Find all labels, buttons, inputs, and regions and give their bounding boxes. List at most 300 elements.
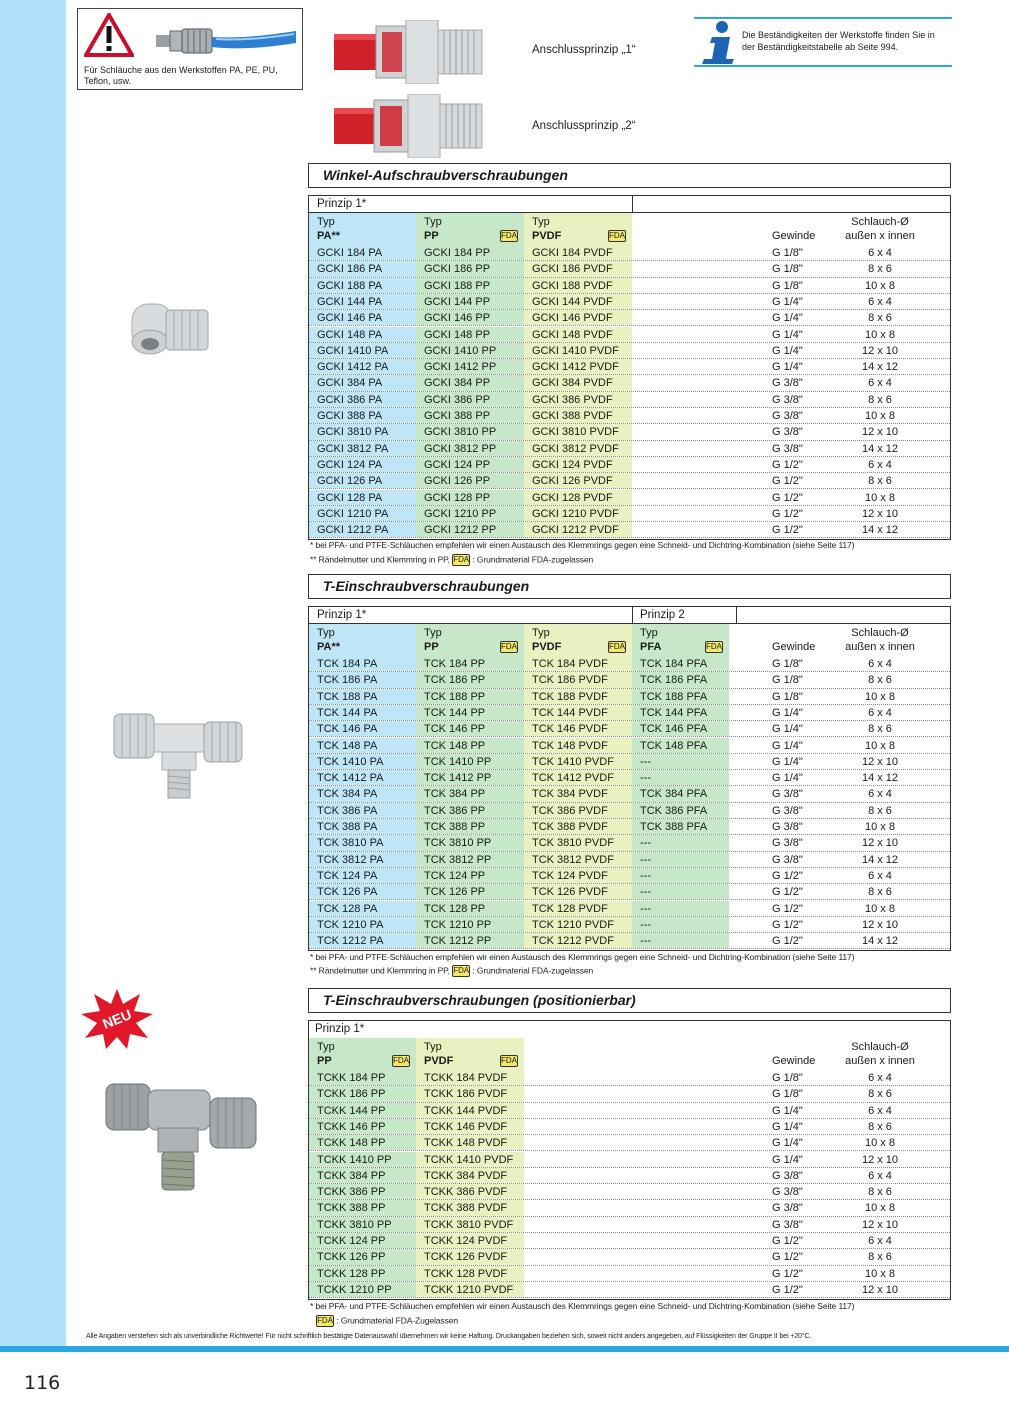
table-cell: GCKI 384 PA: [309, 375, 416, 390]
col-size-header: Schlauch-Ø außen x innen: [845, 216, 915, 242]
table-cell: 6 x 4: [868, 1235, 892, 1247]
footnote-2: ** Rändelmutter und Klemmring in PP, FDA : Grundmaterial FDA-zugelassen: [310, 965, 594, 976]
info-box: [694, 17, 952, 67]
table-cell: TCKK 384 PP: [309, 1168, 416, 1183]
col-size-header: Schlauch-Ø außen x innen: [845, 627, 915, 653]
table-cell: G 1/4": [772, 739, 803, 752]
table-cell: G 1/4": [772, 328, 803, 341]
info-icon: [698, 19, 738, 65]
table-cell: TCK 186 PVDF: [524, 672, 632, 687]
side-color-band: [0, 0, 66, 1348]
table-row: [309, 473, 950, 489]
table-row: [309, 1233, 950, 1249]
divider: [736, 607, 737, 624]
table-cell: GCKI 146 PA: [309, 310, 416, 325]
table-cell: GCKI 388 PP: [416, 408, 524, 423]
col-thread-header: Gewinde: [772, 1055, 816, 1067]
table-row: [309, 917, 950, 933]
table-cell: G 1/2": [772, 524, 803, 537]
table-row: [309, 738, 950, 754]
table-cell: GCKI 126 PVDF: [524, 473, 632, 488]
table-cell: 6 x 4: [868, 869, 892, 882]
table-cell: G 1/4": [772, 1120, 803, 1133]
col-pvdf-header: Typ PVDF FDA: [524, 624, 632, 656]
table-row: [309, 770, 950, 786]
table-row: [309, 1119, 950, 1135]
fda-icon: FDA: [317, 1316, 333, 1325]
table-cell: GCKI 184 PP: [416, 245, 524, 260]
table-cell: 8 x 6: [868, 312, 892, 325]
table-cell: 14 x 12: [861, 772, 899, 785]
table-cell: GCKI 126 PP: [416, 473, 524, 488]
table-cell: TCK 1412 PA: [309, 770, 416, 785]
table-cell: TCK 148 PFA: [632, 738, 729, 753]
table-cell: TCK 128 PA: [309, 901, 416, 916]
col-pvdf-header: Typ PVDF FDA: [416, 1038, 524, 1070]
section-title-positionierbar: T-Einschraubverschraubungen (positionierbar): [308, 988, 951, 1013]
table-cell: ---: [632, 917, 729, 932]
table-cell: ---: [632, 884, 729, 899]
table-cell: GCKI 3810 PVDF: [524, 424, 632, 439]
table-cell: 10 x 8: [865, 821, 895, 833]
col-pfa-header: Typ PFA FDA: [632, 624, 729, 656]
table-cell: TCKK 148 PVDF: [416, 1135, 524, 1150]
table-cell: G 1/2": [772, 918, 803, 931]
table-row: [309, 1200, 950, 1216]
table-cell: TCK 124 PVDF: [524, 868, 632, 883]
table-cell: G 1/8": [772, 1072, 803, 1084]
table-cell: TCKK 3810 PP: [309, 1217, 416, 1232]
info-text: Die Beständigkeiten der Werkstoffe finden Sie in der Beständigkeitstabelle ab Seite 994.: [742, 30, 935, 52]
table-cell: G 3/8": [772, 410, 803, 422]
table-cell: TCKK 146 PVDF: [416, 1119, 524, 1134]
table-cell: G 1/4": [772, 723, 803, 736]
table-cell: TCK 3812 PP: [416, 852, 524, 867]
table-cell: TCKK 126 PP: [309, 1249, 416, 1264]
table-cell: TCK 184 PP: [416, 656, 524, 671]
bottom-color-band: [0, 1346, 1009, 1352]
table-cell: TCKK 186 PP: [309, 1086, 416, 1101]
table-cell: GCKI 1210 PP: [416, 506, 524, 521]
table-cell: TCK 144 PFA: [632, 705, 729, 720]
table-cell: TCK 184 PVDF: [524, 656, 632, 671]
table-cell: G 3/8": [772, 393, 803, 406]
table-cell: 10 x 8: [865, 1267, 895, 1280]
table-cell: TCK 146 PA: [309, 721, 416, 736]
table-cell: 6 x 4: [868, 295, 892, 308]
fda-icon: FDA: [501, 231, 517, 240]
hose-fitting-icon: [156, 23, 298, 59]
table-cell: TCKK 386 PP: [309, 1184, 416, 1199]
table-cell: GCKI 1412 PP: [416, 359, 524, 374]
col-pp-header: Typ PP FDA: [309, 1038, 416, 1070]
table-row: [309, 424, 950, 440]
table-cell: GCKI 144 PP: [416, 294, 524, 309]
table-cell: G 1/2": [772, 886, 803, 899]
table-cell: TCK 126 PVDF: [524, 884, 632, 899]
table-cell: G 1/8": [772, 674, 803, 687]
table-cell: 6 x 4: [868, 658, 892, 670]
table-cell: GCKI 148 PA: [309, 327, 416, 342]
table-row: [309, 819, 950, 835]
table-cell: TCK 188 PVDF: [524, 689, 632, 704]
table-row: [309, 901, 950, 917]
table-cell: 6 x 4: [868, 1169, 892, 1182]
col-thread-header: Gewinde: [772, 641, 816, 653]
table-cell: TCK 188 PFA: [632, 689, 729, 704]
table-cell: TCKK 148 PP: [309, 1135, 416, 1150]
table-row: [309, 933, 950, 949]
table-cell: TCKK 386 PVDF: [416, 1184, 524, 1199]
table-cell: TCKK 388 PVDF: [416, 1200, 524, 1215]
table-cell: G 1/4": [772, 755, 803, 768]
table-cell: G 1/2": [772, 869, 803, 882]
table-row: [309, 294, 950, 310]
table-cell: TCKK 1210 PVDF: [416, 1282, 524, 1297]
table-cell: G 1/8": [772, 658, 803, 670]
table-cell: G 1/8": [772, 690, 803, 703]
table-cell: TCK 386 PVDF: [524, 803, 632, 818]
table-cell: TCK 126 PP: [416, 884, 524, 899]
table-cell: GCKI 124 PP: [416, 457, 524, 472]
table-cell: GCKI 1412 PVDF: [524, 359, 632, 374]
table-cell: GCKI 188 PVDF: [524, 278, 632, 293]
table-row: [309, 327, 950, 343]
table-cell: 6 x 4: [868, 458, 892, 471]
table-cell: TCKK 388 PP: [309, 1200, 416, 1215]
table-cell: TCK 1212 PVDF: [524, 933, 632, 948]
table-pos-principle-row: [309, 1021, 950, 1038]
col-pvdf-header: Typ PVDF FDA: [524, 213, 632, 245]
table-row: [309, 522, 950, 538]
table-cell: GCKI 1212 PVDF: [524, 522, 632, 537]
table-row: [309, 884, 950, 900]
table-cell: GCKI 186 PVDF: [524, 261, 632, 276]
new-badge-text: NEU: [100, 1006, 134, 1032]
col-pa-header: Typ PA**: [309, 624, 416, 656]
table-cell: TCK 128 PP: [416, 901, 524, 916]
table-t-header: [309, 624, 950, 656]
table-cell: GCKI 1410 PA: [309, 343, 416, 358]
fda-icon: FDA: [453, 966, 469, 975]
table-row: [309, 705, 950, 721]
table-row: [309, 261, 950, 277]
table-cell: TCK 1212 PA: [309, 933, 416, 948]
table-cell: GCKI 148 PP: [416, 327, 524, 342]
col-pa-header: Typ PA**: [309, 213, 416, 245]
table-cell: G 1/2": [772, 1283, 803, 1296]
table-cell: GCKI 3810 PA: [309, 424, 416, 439]
table-cell: TCK 1410 PP: [416, 754, 524, 769]
table-cell: GCKI 184 PA: [309, 245, 416, 260]
table-cell: G 1/8": [772, 1088, 803, 1101]
divider: [632, 196, 633, 213]
table-cell: TCK 184 PFA: [632, 656, 729, 671]
table-row: [309, 392, 950, 408]
divider: [632, 607, 633, 624]
table-cell: TCKK 384 PVDF: [416, 1168, 524, 1183]
table-cell: TCKK 124 PVDF: [416, 1233, 524, 1248]
table-winkel-header: [309, 213, 950, 245]
table-row: [309, 1135, 950, 1151]
principle-1-header: Prinzip 1*: [317, 198, 367, 210]
table-cell: GCKI 148 PVDF: [524, 327, 632, 342]
table-cell: ---: [632, 901, 729, 916]
table-cell: G 3/8": [772, 377, 803, 390]
principle-2-header: Prinzip 2: [640, 609, 685, 621]
table-cell: 14 x 12: [861, 524, 899, 537]
table-cell: G 1/2": [772, 491, 803, 504]
table-cell: 6 x 4: [868, 377, 892, 390]
table-row: [309, 721, 950, 737]
table-cell: GCKI 188 PA: [309, 278, 416, 293]
table-cell: 12 x 10: [861, 426, 899, 439]
table-cell: TCK 186 PP: [416, 672, 524, 687]
table-cell: GCKI 386 PA: [309, 392, 416, 407]
table-cell: G 1/4": [772, 312, 803, 325]
table-cell: ---: [632, 933, 729, 948]
table-cell: GCKI 388 PVDF: [524, 408, 632, 423]
table-row: [309, 786, 950, 802]
table-cell: 8 x 6: [868, 263, 892, 276]
table-row: [309, 359, 950, 375]
table-cell: ---: [632, 868, 729, 883]
table-cell: TCK 124 PA: [309, 868, 416, 883]
table-cell: TCK 1210 PP: [416, 917, 524, 932]
table-row: [309, 1282, 950, 1298]
table-cell: TCKK 184 PVDF: [416, 1070, 524, 1085]
table-cell: 12 x 10: [861, 837, 899, 850]
footnote-1: * bei PFA- und PTFE-Schläuchen empfehlen wir einen Austausch des Klemmrings gegen eine Schneid- und Dichtring-Kombination (siehe Seite 117): [310, 540, 855, 550]
table-row: [309, 868, 950, 884]
table-row: [309, 754, 950, 770]
table-cell: TCK 144 PP: [416, 705, 524, 720]
table-winkel-principle-row: [309, 196, 950, 213]
table-cell: 10 x 8: [865, 328, 895, 341]
table-cell: G 1/4": [772, 1137, 803, 1150]
table-cell: TCKK 3810 PVDF: [416, 1217, 524, 1232]
table-cell: GCKI 1410 PVDF: [524, 343, 632, 358]
table-cell: ---: [632, 754, 729, 769]
table-cell: GCKI 1410 PP: [416, 343, 524, 358]
table-cell: G 3/8": [772, 837, 803, 850]
table-cell: 12 x 10: [861, 507, 899, 520]
table-row: [309, 1152, 950, 1168]
table-cell: G 1/2": [772, 507, 803, 520]
warning-triangle-icon: [84, 13, 134, 57]
table-cell: TCK 388 PFA: [632, 819, 729, 834]
table-cell: TCK 186 PFA: [632, 672, 729, 687]
warning-box: [77, 8, 303, 90]
table-cell: TCK 146 PVDF: [524, 721, 632, 736]
table-cell: GCKI 124 PA: [309, 457, 416, 472]
table-cell: GCKI 144 PA: [309, 294, 416, 309]
footnote-1: * bei PFA- und PTFE-Schläuchen empfehlen wir einen Austausch des Klemmrings gegen eine Schneid- und Dichtring-Kombination (siehe Seite 117): [310, 952, 855, 962]
table-cell: G 3/8": [772, 1202, 803, 1215]
table-cell: TCK 146 PP: [416, 721, 524, 736]
tee-fitting-image: [110, 706, 246, 802]
col-size-header: Schlauch-Ø außen x innen: [845, 1041, 915, 1067]
table-cell: G 3/8": [772, 853, 803, 866]
table-cell: GCKI 128 PP: [416, 490, 524, 505]
table-cell: 10 x 8: [865, 690, 895, 703]
table-row: [309, 1070, 950, 1086]
table-row: [309, 490, 950, 506]
table-cell: 10 x 8: [865, 1202, 895, 1215]
table-cell: TCK 1410 PA: [309, 754, 416, 769]
table-cell: GCKI 144 PVDF: [524, 294, 632, 309]
table-winkel: [308, 195, 951, 540]
table-cell: TCK 384 PA: [309, 786, 416, 801]
table-cell: 10 x 8: [865, 1137, 895, 1150]
table-row: [309, 672, 950, 688]
table-cell: TCK 148 PVDF: [524, 738, 632, 753]
table-cell: TCK 1412 PP: [416, 770, 524, 785]
table-cell: GCKI 128 PA: [309, 490, 416, 505]
table-cell: G 1/2": [772, 1235, 803, 1247]
table-cell: G 1/4": [772, 706, 803, 719]
footnote-1: * bei PFA- und PTFE-Schläuchen empfehlen wir einen Austausch des Klemmrings gegen eine Schneid- und Dichtring-Kombination (siehe Seite 117): [310, 1301, 855, 1311]
table-cell: 14 x 12: [861, 935, 899, 948]
table-cell: GCKI 1412 PA: [309, 359, 416, 374]
table-cell: TCK 144 PA: [309, 705, 416, 720]
table-row: [309, 689, 950, 705]
table-cell: GCKI 384 PP: [416, 375, 524, 390]
table-cell: 8 x 6: [868, 1186, 892, 1199]
table-cell: TCK 388 PVDF: [524, 819, 632, 834]
table-cell: TCK 3810 PA: [309, 835, 416, 850]
table-cell: TCK 1410 PVDF: [524, 754, 632, 769]
connection-principle-2-image: [334, 94, 484, 158]
fda-icon: FDA: [501, 642, 517, 651]
table-cell: GCKI 3812 PA: [309, 441, 416, 456]
table-cell: TCK 128 PVDF: [524, 901, 632, 916]
col-thread-header: Gewinde: [772, 230, 816, 242]
fda-icon: FDA: [453, 555, 469, 564]
table-cell: GCKI 124 PVDF: [524, 457, 632, 472]
section-title-t-einschraub: T-Einschraubverschraubungen: [308, 574, 951, 599]
footnote-2: ** Rändelmutter und Klemmring in PP, FDA : Grundmaterial FDA-zugelassen: [310, 554, 594, 565]
table-row: [309, 1103, 950, 1119]
table-cell: TCK 184 PA: [309, 656, 416, 671]
table-cell: G 1/4": [772, 361, 803, 374]
table-cell: G 3/8": [772, 1186, 803, 1199]
table-cell: GCKI 146 PVDF: [524, 310, 632, 325]
table-cell: TCK 384 PFA: [632, 786, 729, 801]
table-cell: G 3/8": [772, 442, 803, 455]
table-cell: TCK 384 PP: [416, 786, 524, 801]
table-t-einschraub: [308, 606, 951, 951]
table-cell: GCKI 3812 PP: [416, 441, 524, 456]
table-cell: 6 x 4: [868, 1104, 892, 1117]
table-cell: GCKI 384 PVDF: [524, 375, 632, 390]
fda-icon: FDA: [501, 1056, 517, 1065]
table-cell: 8 x 6: [868, 804, 892, 817]
table-cell: TCKK 144 PP: [309, 1103, 416, 1118]
table-cell: G 3/8": [772, 426, 803, 439]
table-cell: 12 x 10: [861, 918, 899, 931]
table-cell: ---: [632, 770, 729, 785]
fda-icon: FDA: [609, 642, 625, 651]
table-cell: 12 x 10: [861, 755, 899, 768]
table-cell: G 1/4": [772, 1153, 803, 1166]
positionable-tee-image: [100, 1078, 264, 1196]
table-row: [309, 375, 950, 391]
table-cell: TCKK 124 PP: [309, 1233, 416, 1248]
table-cell: 6 x 4: [868, 1072, 892, 1084]
table-row: [309, 803, 950, 819]
table-cell: TCKK 144 PVDF: [416, 1103, 524, 1118]
table-cell: TCK 384 PVDF: [524, 786, 632, 801]
table-cell: GCKI 184 PVDF: [524, 245, 632, 260]
table-row: [309, 1086, 950, 1102]
table-pos-header: [309, 1038, 950, 1070]
table-row: [309, 1168, 950, 1184]
table-row: [309, 1266, 950, 1282]
table-cell: G 1/8": [772, 247, 803, 259]
table-cell: 14 x 12: [861, 442, 899, 455]
table-cell: 12 x 10: [861, 344, 899, 357]
table-cell: TCK 188 PA: [309, 689, 416, 704]
table-cell: 10 x 8: [865, 491, 895, 504]
warning-text: Für Schläuche aus den Werkstoffen PA, PE, PU, Teflon, usw.: [84, 65, 278, 86]
table-cell: TCK 186 PA: [309, 672, 416, 687]
table-cell: TCK 1412 PVDF: [524, 770, 632, 785]
table-cell: TCK 126 PA: [309, 884, 416, 899]
table-row: [309, 506, 950, 522]
table-cell: G 1/4": [772, 772, 803, 785]
table-row: [309, 1217, 950, 1233]
table-cell: GCKI 128 PVDF: [524, 490, 632, 505]
principle-1-header: Prinzip 1*: [315, 1023, 365, 1035]
table-cell: TCK 146 PFA: [632, 721, 729, 736]
table-cell: G 3/8": [772, 821, 803, 833]
section-title-winkel: Winkel-Aufschraubverschraubungen: [308, 163, 951, 188]
table-cell: GCKI 126 PA: [309, 473, 416, 488]
new-badge: [80, 988, 154, 1050]
connection-principle-1-image: [334, 20, 484, 84]
table-cell: ---: [632, 852, 729, 867]
disclaimer: Alle Angaben verstehen sich als unverbindliche Richtwerte! Für nicht schriftlich bestätigte Datenauswahl übernehmen wir keine Haftung. Druckangaben beziehen sich, soweit nicht anders angegeben, auf Flüssigkeiten der Gruppe II bei +20°C.: [86, 1333, 812, 1340]
table-cell: 14 x 12: [861, 361, 899, 374]
table-cell: 8 x 6: [868, 393, 892, 406]
table-cell: G 1/4": [772, 1104, 803, 1117]
table-t-principle-row: [309, 607, 950, 624]
fda-icon: FDA: [609, 231, 625, 240]
table-cell: TCK 3812 PVDF: [524, 852, 632, 867]
table-cell: TCK 388 PP: [416, 819, 524, 834]
table-cell: TCK 3810 PVDF: [524, 835, 632, 850]
table-cell: GCKI 3810 PP: [416, 424, 524, 439]
elbow-fitting-image: [128, 298, 212, 372]
table-row: [309, 852, 950, 868]
table-cell: 12 x 10: [861, 1153, 899, 1166]
table-cell: GCKI 1210 PA: [309, 506, 416, 521]
table-cell: 12 x 10: [861, 1218, 899, 1231]
principle-2-label: Anschlussprinzip „2“: [532, 120, 636, 132]
fda-icon: FDA: [393, 1056, 409, 1065]
table-cell: 8 x 6: [868, 1088, 892, 1101]
table-cell: GCKI 1212 PA: [309, 522, 416, 537]
table-cell: 10 x 8: [865, 739, 895, 752]
table-cell: ---: [632, 835, 729, 850]
table-cell: GCKI 1212 PP: [416, 522, 524, 537]
table-cell: TCKK 184 PP: [309, 1070, 416, 1085]
table-row: [309, 1249, 950, 1265]
table-cell: TCKK 128 PP: [309, 1266, 416, 1281]
table-row: [309, 835, 950, 851]
table-cell: 10 x 8: [865, 410, 895, 422]
